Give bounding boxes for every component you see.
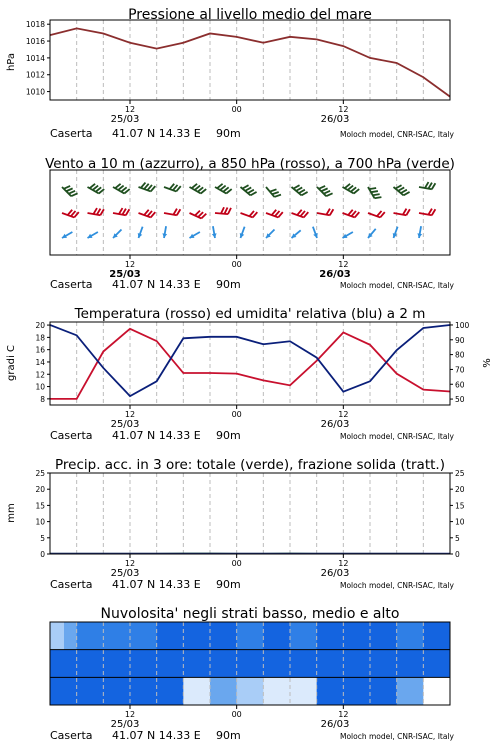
wind-850-barb [241,211,258,217]
humidity-ytick-label: 70 [455,365,465,375]
precip-coords: 41.07 N 14.33 E [112,578,201,591]
wind-850-barb [419,209,435,216]
cloud-cell [397,677,424,705]
wind-place: Caserta [50,278,93,291]
wind-barb-feather [228,208,231,214]
wind-850-barb [343,210,360,218]
wind-barb-feather [221,207,224,213]
precip-place: Caserta [50,578,93,591]
wind-barb-feather [324,191,330,194]
wind-10m-arrow [368,229,376,238]
pressure-date-label: 26/03 [320,114,350,125]
cloud-cell [397,650,424,678]
wind-barb-feather [319,186,325,189]
wind-850-barb [394,209,410,216]
wind-barb-feather [69,191,75,194]
precip-ytick-label: 20 [35,485,45,495]
wind-barb-feather [428,183,432,189]
pressure-time-label: 00 [231,105,242,114]
wind-barb-feather [293,185,299,188]
wind-barb-feather [425,182,429,188]
cloud-cell [423,622,450,650]
precip-ylabel: mm [6,503,17,523]
wind-barb-feather [326,193,332,196]
wind-barb-feather [274,195,281,197]
wind-850-barb [215,207,231,214]
wind-700-barb [266,187,281,197]
wind-barb-feather [248,190,254,193]
wind-barb-feather [398,187,404,190]
precip-elevation: 90m [216,578,241,591]
precip-ytick-label-right: 15 [455,501,465,511]
wind-10m-arrow [162,226,167,238]
wind-barb-feather [272,192,279,194]
cloud-cell [263,622,290,650]
wind-barb-feather [373,194,380,195]
precip-credit: Moloch model, CNR-ISAC, Italy [340,581,454,590]
cloud-cell [183,622,210,650]
cloud-cell [157,650,184,678]
wind-barb-feather [432,209,436,215]
wind-10m-arrow [113,230,121,238]
pressure-ytick-label: 1014 [25,53,45,63]
wind-700-barb [241,185,257,195]
temperature-time-label: 12 [124,410,136,419]
temperature-coords: 41.07 N 14.33 E [112,429,201,442]
precip-date-label: 26/03 [320,568,350,579]
precip-ytick-label: 10 [35,517,45,527]
wind-10m-arrow [138,227,143,238]
pressure-place: Caserta [50,127,93,140]
wind-barb-feather [173,209,177,215]
temperature-ytick-label: 10 [35,382,45,392]
temperature-ytick-label: 8 [40,394,45,404]
wind-barb-feather [97,209,101,215]
wind-10m-arrow [62,232,72,238]
humidity-ytick-label: 80 [455,350,465,360]
cloud-cell [210,622,237,650]
precip-time-label: 00 [231,559,242,568]
temperature-date-label: 26/03 [320,419,350,430]
wind-700-barb [190,184,207,194]
cloud-cell [50,677,77,705]
cloud-cell [210,677,237,705]
wind-barb-feather [126,209,130,215]
temperature-title: Temperatura (rosso) ed umidita' relativa (blu) a 2 m [74,306,426,322]
cloud-cell [157,622,184,650]
wind-barb-feather [406,209,410,215]
wind-700-barb [62,186,78,196]
cloud-edge-cell [50,622,64,650]
wind-700-barb [292,185,308,195]
wind-850-barb [139,210,156,218]
wind-10m-arrow [292,230,301,238]
pressure-frame [50,20,450,100]
wind-700-barb [317,186,333,196]
wind-barb-feather [119,208,123,214]
pressure-coords: 41.07 N 14.33 E [112,127,201,140]
wind-barb-feather [66,188,72,191]
pressure-ytick-label: 1018 [25,20,45,30]
clouds-place: Caserta [50,729,93,742]
wind-700-barb [215,184,232,194]
cloud-cell [263,677,290,705]
precip-ytick-label: 0 [40,550,45,559]
cloud-cell [263,650,290,678]
wind-barb-feather [401,190,407,193]
temperature-ytick-label: 20 [35,321,45,331]
cloud-cell [130,677,157,705]
temperature-ytick-label: 16 [35,345,45,355]
temperature-ytick-label: 14 [35,357,45,367]
wind-10m-arrow [190,232,200,238]
precip-ytick-label-right: 10 [455,517,465,527]
precip-ytick-label-right: 20 [455,485,465,495]
cloud-cell [317,677,344,705]
wind-barb-feather [375,197,382,198]
precip-ytick-label: 25 [35,469,45,478]
cloud-cell [130,622,157,650]
wind-barb-feather [245,187,251,190]
wind-barb-feather [122,209,126,215]
precip-ytick-label: 15 [35,501,45,511]
pressure-time-label: 12 [338,105,349,114]
clouds-title: Nuvolosita' negli strati basso, medio e alto [100,606,400,622]
cloud-cell [130,650,157,678]
cloud-cell [77,650,104,678]
pressure-title: Pressione al livello medio del mare [128,7,372,23]
wind-barb-feather [432,183,436,189]
wind-10m-arrow [266,230,274,238]
wind-10m-arrow [212,226,217,238]
wind-700-barb [88,184,105,194]
pressure-ytick-label: 1012 [25,70,45,80]
temperature-ytick-label: 12 [35,370,45,380]
wind-barb-feather [428,209,432,215]
cloud-cell [290,650,317,678]
wind-time-label: 12 [124,260,136,269]
humidity-ytick-label: 90 [455,335,465,345]
cloud-cell [103,622,130,650]
wind-10m-arrow [417,226,422,238]
wind-barb-feather [321,188,327,191]
temperature-time-label: 00 [231,410,242,419]
cloud-cell [157,677,184,705]
pressure-credit: Moloch model, CNR-ISAC, Italy [340,130,454,139]
humidity-ytick-label: 60 [455,380,465,390]
cloud-cell [397,622,424,650]
humidity-ylabel: % [482,358,493,368]
wind-barb-feather [371,191,378,192]
pressure-line [50,28,450,96]
temperature-credit: Moloch model, CNR-ISAC, Italy [340,432,454,441]
clouds-time-label: 00 [231,710,242,719]
cloud-cell [423,650,450,678]
humidity-ytick-label: 50 [455,395,465,405]
wind-credit: Moloch model, CNR-ISAC, Italy [340,281,454,290]
cloud-cell [317,650,344,678]
cloud-cell [290,677,317,705]
temperature-elevation: 90m [216,429,241,442]
temperature-ytick-label: 18 [35,333,45,343]
cloud-cell [237,622,264,650]
pressure-elevation: 90m [216,127,241,140]
wind-barb-feather [403,192,409,195]
cloud-cell [423,677,450,705]
clouds-credit: Moloch model, CNR-ISAC, Italy [340,732,454,741]
wind-10m-arrow [240,227,245,238]
clouds-elevation: 90m [216,729,241,742]
cloud-cell [343,650,370,678]
wind-700-barb [419,182,435,189]
wind-700-barb [113,184,130,194]
wind-700-barb [164,184,181,192]
wind-850-barb [292,210,309,218]
cloud-cell [317,622,344,650]
wind-barb-feather [369,188,376,189]
cloud-cell [103,677,130,705]
humidity-line [50,325,450,396]
wind-barb-feather [403,209,407,215]
cloud-cell [370,677,397,705]
wind-barb-feather [177,209,181,215]
wind-barb-feather [326,209,330,215]
cloud-cell [50,650,77,678]
wind-barb-feather [330,209,334,215]
wind-850-barb [113,208,129,215]
clouds-time-label: 12 [338,710,349,719]
pressure-ylabel: hPa [6,52,17,72]
wind-frame [50,170,450,255]
temperature-ylabel: gradi C [6,345,17,381]
precip-ytick-label: 5 [40,533,45,543]
pressure-time-label: 12 [124,105,136,114]
wind-barb-feather [250,192,256,195]
precip-time-label: 12 [124,559,136,568]
wind-elevation: 90m [216,278,241,291]
precip-ytick-label-right: 0 [455,550,460,559]
wind-850-barb [266,210,283,218]
wind-barb-feather [224,208,227,214]
wind-barb-feather [296,187,302,190]
wind-850-barb [190,211,207,219]
wind-700-barb [139,183,156,192]
cloud-cell [370,650,397,678]
wind-title: Vento a 10 m (azzurro), a 850 hPa (rosso), a 700 hPa (verde) [45,156,455,172]
cloud-cell [237,650,264,678]
cloud-cell [343,677,370,705]
wind-850-barb [164,209,180,216]
temperature-date-label: 25/03 [110,419,140,430]
cloud-cell [183,650,210,678]
temperature-time-label: 12 [338,410,349,419]
precip-ytick-label-right: 25 [455,469,465,478]
chart-layer [26,20,470,742]
wind-coords: 41.07 N 14.33 E [112,278,201,291]
wind-date-label: 25/03 [109,269,141,280]
pressure-ytick-label: 1010 [25,87,45,97]
precip-time-label: 12 [338,559,349,568]
cloud-cell [210,650,237,678]
wind-time-label: 12 [338,260,349,269]
wind-barb-feather [299,190,305,193]
clouds-time-label: 12 [124,710,136,719]
cloud-cell [183,677,210,705]
pressure-ytick-label: 1016 [25,37,45,47]
wind-850-barb [88,208,104,215]
temperature-frame [50,322,450,405]
precip-frame [50,473,450,554]
temperature-line [50,329,450,399]
cloud-cell [103,650,130,678]
humidity-ytick-label: 100 [455,320,470,330]
precip-date-label: 25/03 [110,568,140,579]
wind-barb-feather [301,192,307,195]
cloud-cell [290,622,317,650]
clouds-coords: 41.07 N 14.33 E [112,729,201,742]
wind-date-label: 26/03 [319,269,351,280]
cloud-cell [77,677,104,705]
wind-850-barb [317,209,333,216]
cloud-cell [370,622,397,650]
temperature-place: Caserta [50,429,93,442]
clouds-date-label: 26/03 [320,719,350,730]
wind-10m-arrow [88,232,98,238]
pressure-date-label: 25/03 [110,114,140,125]
cloud-cell [77,622,104,650]
wind-700-barb [343,184,360,194]
wind-barb-feather [93,208,97,214]
clouds-date-label: 25/03 [110,719,140,730]
wind-barb-feather [242,185,248,188]
wind-850-barb [368,211,385,217]
wind-barb-feather [64,186,70,189]
precip-title: Precip. acc. in 3 ore: totale (verde), frazione solida (tratt.) [55,457,445,473]
cloud-cell [343,622,370,650]
wind-700-barb [394,185,410,195]
precip-ytick-label-right: 5 [455,533,460,543]
wind-10m-arrow [343,232,353,238]
wind-barb-feather [270,189,277,191]
wind-time-label: 00 [231,260,242,269]
cloud-cell [237,677,264,705]
